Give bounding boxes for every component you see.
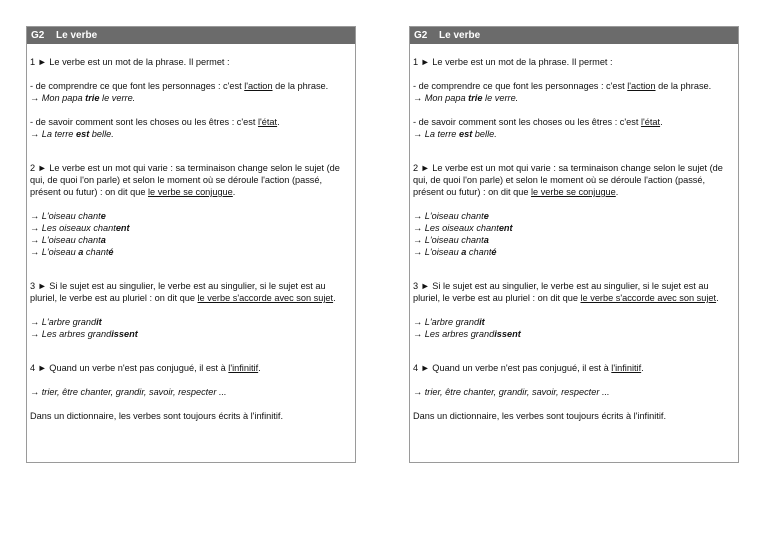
- section-1-example-2: → La terre est belle.: [30, 129, 114, 139]
- section-2-example-4: → L'oiseau a chanté: [30, 247, 114, 257]
- section-3-example-2: → Les arbres grandissent: [30, 329, 138, 339]
- section-2-text: 2 ► Le verbe est un mot qui varie : sa terminaison change selon le sujet (de qui, de quoi l'on parle) et selon le moment où se déroule l'action (passé, présent ou futur) : on dit que le verbe se conjugue.: [413, 163, 723, 197]
- section-2-example-2: → Les oiseaux chantent: [413, 223, 513, 233]
- lesson-code: G2: [414, 30, 428, 41]
- lesson-title: Le verbe: [56, 30, 98, 41]
- keyword-infinitif: l'infinitif: [228, 363, 259, 373]
- section-1-intro: 1 ► Le verbe est un mot de la phrase. Il permet :: [30, 57, 230, 67]
- section-1-state-line: - de savoir comment sont les choses ou les êtres : c'est l'état.: [30, 117, 280, 127]
- section-4-note: Dans un dictionnaire, les verbes sont toujours écrits à l'infinitif.: [413, 411, 667, 421]
- section-2-example-3: → L'oiseau chanta: [413, 235, 489, 245]
- keyword-action: l'action: [627, 81, 656, 91]
- section-2-example-4: → L'oiseau a chanté: [413, 247, 497, 257]
- section-2-example-1: → L'oiseau chante: [30, 211, 106, 221]
- section-4-note: Dans un dictionnaire, les verbes sont toujours écrits à l'infinitif.: [30, 411, 284, 421]
- lesson-code: G2: [31, 30, 45, 41]
- section-4-text: 4 ► Quand un verbe n'est pas conjugué, il est à l'infinitif.: [30, 363, 261, 373]
- keyword-etat: l'état: [257, 117, 278, 127]
- section-2-example-2: → Les oiseaux chantent: [30, 223, 130, 233]
- section-3-text: 3 ► Si le sujet est au singulier, le verbe est au singulier, si le sujet est au pluriel, le verbe est au pluriel : on dit que le verbe s'accorde avec son sujet.: [30, 281, 336, 303]
- card-body: [27, 44, 355, 422]
- card-body: [410, 44, 738, 422]
- section-1-intro: 1 ► Le verbe est un mot de la phrase. Il permet :: [413, 57, 613, 67]
- section-4-example: → trier, être chanter, grandir, savoir, respecter ...: [413, 387, 610, 397]
- section-1-example-1: → Mon papa trie le verre.: [413, 93, 519, 103]
- section-3-text: 3 ► Si le sujet est au singulier, le verbe est au singulier, si le sujet est au pluriel, le verbe est au pluriel : on dit que le verbe s'accorde avec son sujet.: [413, 281, 719, 303]
- keyword-accorde: le verbe s'accorde avec son sujet: [197, 293, 334, 303]
- keyword-action: l'action: [244, 81, 273, 91]
- section-4-example: → trier, être chanter, grandir, savoir, respecter ...: [30, 387, 227, 397]
- section-4-text: 4 ► Quand un verbe n'est pas conjugué, il est à l'infinitif.: [413, 363, 644, 373]
- section-3-example-2: → Les arbres grandissent: [413, 329, 521, 339]
- lesson-title: Le verbe: [439, 30, 481, 41]
- lesson-card-right: [409, 26, 739, 463]
- section-1-example-1: → Mon papa trie le verre.: [30, 93, 136, 103]
- card-header: [410, 27, 738, 44]
- section-3-example-1: → L'arbre grandit: [30, 317, 102, 327]
- section-2-example-3: → L'oiseau chanta: [30, 235, 106, 245]
- keyword-conjugue: le verbe se conjugue: [147, 187, 233, 197]
- card-header: [27, 27, 355, 44]
- section-2-text: 2 ► Le verbe est un mot qui varie : sa terminaison change selon le sujet (de qui, de quoi l'on parle) et selon le moment où se déroule l'action (passé, présent ou futur) : on dit que le verbe se conjugue.: [30, 163, 340, 197]
- section-1-example-2: → La terre est belle.: [413, 129, 497, 139]
- keyword-etat: l'état: [640, 117, 661, 127]
- section-3-example-1: → L'arbre grandit: [413, 317, 485, 327]
- lesson-card-left: [26, 26, 356, 463]
- section-2-example-1: → L'oiseau chante: [413, 211, 489, 221]
- keyword-accorde: le verbe s'accorde avec son sujet: [580, 293, 717, 303]
- keyword-conjugue: le verbe se conjugue: [530, 187, 616, 197]
- section-1-action-line: - de comprendre ce que font les personnages : c'est l'action de la phrase.: [30, 81, 329, 91]
- keyword-infinitif: l'infinitif: [611, 363, 642, 373]
- section-1-action-line: - de comprendre ce que font les personnages : c'est l'action de la phrase.: [413, 81, 712, 91]
- section-1-state-line: - de savoir comment sont les choses ou les êtres : c'est l'état.: [413, 117, 663, 127]
